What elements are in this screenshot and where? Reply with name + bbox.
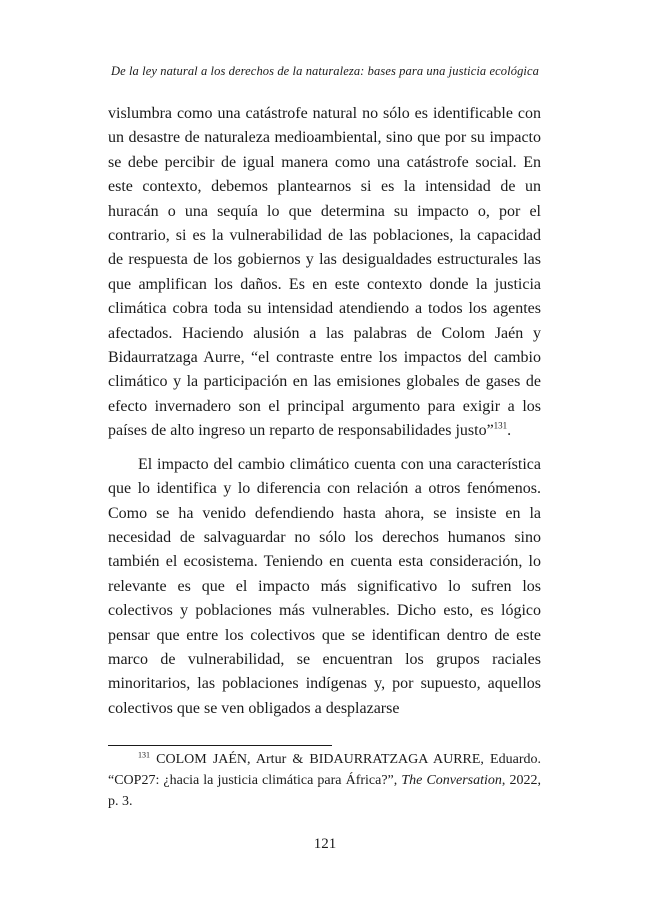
- footnote: [108, 749, 541, 812]
- paragraph: El impacto del cambio climático cuenta con una característica que lo identifica y lo diferencia con relación a otros fenómenos. Como se ha venido defendiendo hasta ahora, se insiste en la necesidad de salvaguardar no sólo los derechos humanos sino también el ecosistema. Teniendo en cuenta esta consideración, lo relevante es que el impacto más significativo lo sufren los colectivos y poblaciones más vulnerables. Dicho esto, es lógico pensar que entre los colectivos que se identifican dentro de este marco de vulnerabilidad, se encuentran los grupos raciales minoritarios, las poblaciones indígenas y, por supuesto, aquellos colectivos que se ven obligados a desplazarse: [108, 455, 541, 717]
- paragraph-text: vislumbra como una catástrofe natural no sólo es identificable con un desastre de naturaleza medioambiental, sino que por su impacto se debe percibir de igual manera como una catástrofe social. En este contexto, debemos plantearnos si es la intensidad de un huracán o una sequía lo que determina su impacto o, por el contrario, si es la vulnerabilidad de las poblaciones, la capacidad de respuesta de los gobiernos y las desigualdades estructurales las que amplifican los daños. Es en este contexto donde la justicia climática cobra toda su intensidad atendiendo a todos los agentes afectados. Haciendo alusión a las palabras de Colom Jaén y Bidaurratzaga Aurre, “el contraste entre los impactos del cambio climático y la participación en las emisiones globales de gases de efecto invernadero son el principal argumento para exigir a los países de alto ingreso un reparto de responsabilidades justo”: [108, 105, 541, 440]
- paragraph-end-punctuation: .: [507, 422, 512, 440]
- footnote-separator: [108, 745, 332, 746]
- footnote-reference[interactable]: 131: [493, 420, 508, 431]
- footnote-citation: COLOM JAÉN, Artur & BIDAURRATZAGA AURRE, Eduardo. “COP27: ¿hacia la justicia climática para África?”,: [108, 752, 541, 788]
- footnote-number: 131: [138, 750, 150, 760]
- running-header: De la ley natural a los derechos de la naturaleza: bases para una justicia ecológica: [110, 64, 540, 78]
- page-number: 121: [313, 836, 337, 852]
- footnote-source-title: The Conversation: [401, 773, 502, 788]
- footnote-citation-end: , 2022, p. 3.: [108, 773, 541, 809]
- body-text: [108, 102, 541, 721]
- paragraph: [108, 102, 541, 444]
